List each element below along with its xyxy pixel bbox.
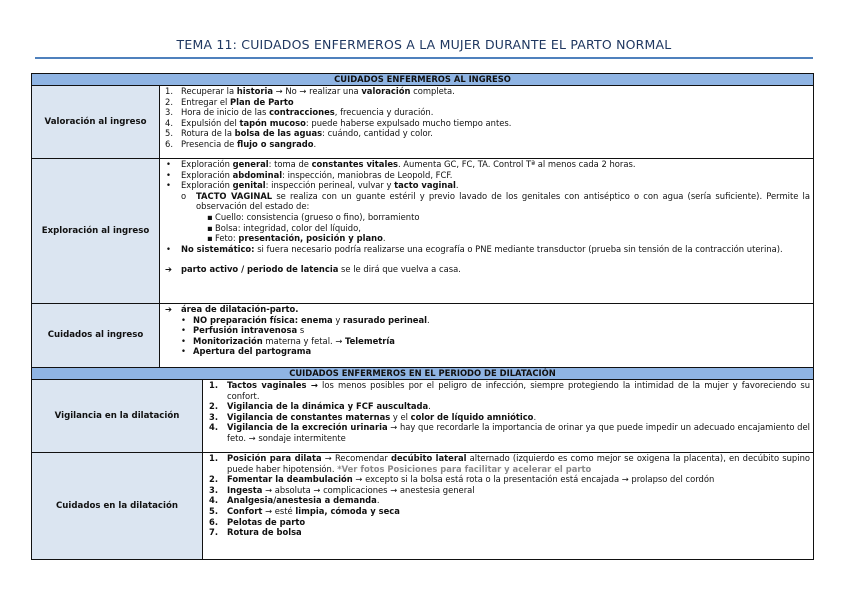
bullet-icon: ▪ [207, 222, 213, 233]
valoracion-content [160, 86, 814, 159]
ingreso-table [31, 73, 814, 368]
list-item-text: Hora de inicio de las contracciones, frecuencia y duración. [181, 107, 434, 118]
list-item [163, 244, 810, 255]
list-number: 2. [209, 474, 219, 485]
list-number: 1. [209, 380, 219, 390]
arrow-icon: ➔ [165, 304, 173, 314]
row-label-valoracion: Valoración al ingreso [32, 86, 160, 159]
list-item [163, 325, 810, 336]
list-item [163, 128, 810, 139]
list-item-text: Exploración general: toma de constantes vitales. Aumenta GC, FC, TA. Control Tª al menos cada 2 horas. [181, 159, 636, 169]
dilatacion-area-line [163, 304, 810, 315]
bullet-icon: • [166, 159, 171, 169]
list-item-text: No sistemático: si fuera necesario podría realizarse una ecografía o PNE mediante transductor (prueba sin tensión de la contracción uterina). [181, 243, 783, 254]
row-label-cuidados-ingreso: Cuidados al ingreso [32, 304, 160, 368]
list-number: 5. [165, 128, 173, 139]
list-item [206, 495, 810, 506]
bullet-icon: • [181, 335, 186, 346]
list-item [206, 474, 810, 485]
list-number: 7. [209, 527, 219, 538]
list-item [206, 380, 810, 401]
exploracion-list [163, 159, 810, 254]
section-header-dilatacion: CUIDADOS ENFERMEROS EN EL PERIODO DE DILATACIÓN [32, 368, 814, 380]
latencia-line [163, 264, 810, 275]
list-item-text: Posición para dilata → Recomendar decúbito lateral alternado (izquierdo es como mejor se oxigena la placenta), en decúbito supino puede haber hipotensión. *Ver fotos Posiciones para facilitar y acelerar el parto [227, 453, 811, 474]
section-header-ingreso: CUIDADOS ENFERMEROS AL INGRESO [32, 74, 814, 86]
list-number: 4. [165, 117, 173, 128]
list-item [163, 159, 810, 170]
cuidados-ingreso-content [160, 304, 814, 368]
bullet-icon: ▪ [207, 233, 213, 244]
list-item [163, 97, 810, 108]
list-item-text: NO preparación física: enema y rasurado perineal. [193, 314, 430, 325]
list-item-text: Confort → esté limpia, cómoda y seca [227, 505, 400, 516]
list-number: 3. [209, 411, 219, 422]
list-item [163, 346, 810, 357]
list-number: 1. [209, 453, 219, 463]
list-item-text: Vigilancia de constantes maternas y el color de líquido amniótico. [227, 411, 537, 422]
list-item [206, 517, 810, 528]
bullet-icon: • [181, 314, 186, 325]
list-item-text: Feto: presentación, posición y plano. [215, 233, 386, 244]
exploracion-content [160, 159, 814, 304]
latencia-text: parto activo / periodo de latencia se le dirá que vuelva a casa. [181, 264, 461, 275]
list-item [163, 139, 810, 150]
cuidados-ingreso-list [163, 315, 810, 357]
list-item [163, 223, 810, 234]
bullet-icon: • [166, 180, 171, 191]
bullet-icon: • [166, 169, 171, 180]
list-number: 4. [209, 495, 219, 506]
list-item-text: Bolsa: integridad, color del líquido, [215, 222, 361, 233]
list-item-text: Analgesia/anestesia a demanda. [227, 495, 380, 506]
row-label-vigilancia: Vigilancia en la dilatación [32, 380, 203, 453]
list-item [163, 107, 810, 118]
list-item-text: Entregar el Plan de Parto [181, 96, 294, 107]
bullet-icon: • [181, 346, 186, 357]
list-item [206, 412, 810, 423]
list-item [163, 191, 810, 212]
list-item-text: Tactos vaginales → los menos posibles por el peligro de infección, siempre protegiendo la intimidad de la mujer y favoreciendo su confort. [227, 380, 811, 401]
list-item-text: Cuello: consistencia (grueso o fino), borramiento [215, 211, 420, 222]
list-number: 2. [165, 96, 173, 107]
list-item [206, 485, 810, 496]
row-label-cuidados-dilatacion: Cuidados en la dilatación [32, 453, 203, 560]
list-item [163, 315, 810, 326]
list-number: 6. [209, 516, 219, 527]
list-item-text: Exploración genital: inspección perineal, vulvar y tacto vaginal. [181, 180, 459, 191]
list-item-text: Rotura de bolsa [227, 527, 302, 538]
list-item-text: Vigilancia de la excreción urinaria → hay que recordarle la importancia de orinar ya que puede impedir un adecuado encajamiento del feto. → sondaje intermitente [227, 422, 810, 443]
list-item [163, 180, 810, 191]
list-item-text: Perfusión intravenosa s [193, 325, 305, 336]
title-underline [35, 57, 813, 59]
list-number: 3. [209, 484, 219, 495]
list-item [163, 233, 810, 244]
dilatacion-table [31, 367, 814, 560]
list-item [206, 401, 810, 412]
list-item [163, 170, 810, 181]
list-item [163, 212, 810, 223]
list-number: 4. [209, 422, 219, 433]
valoracion-list [163, 86, 810, 150]
list-item [206, 506, 810, 517]
list-item-text: Rotura de la bolsa de las aguas: cuándo, cantidad y color. [181, 128, 433, 139]
list-number: 6. [165, 138, 173, 149]
vigilancia-content [203, 380, 814, 453]
arrow-icon: ➔ [165, 264, 173, 275]
page-title: TEMA 11: CUIDADOS ENFERMEROS A LA MUJER DURANTE EL PARTO NORMAL [176, 37, 672, 52]
dilatacion-area-text: área de dilatación-parto. [181, 304, 299, 314]
row-label-exploracion: Exploración al ingreso [32, 159, 160, 304]
list-item-text: Pelotas de parto [227, 516, 306, 527]
list-item [206, 527, 810, 538]
list-item [163, 86, 810, 97]
bullet-icon: o [181, 190, 187, 201]
cuidados-dilatacion-list [206, 453, 810, 538]
bullet-icon: • [166, 243, 171, 254]
list-item-text: Fomentar la deambulación → excepto si la bolsa está rota o la presentación está encajada → prolapso del cordón [227, 474, 715, 485]
list-item-text: Recuperar la historia → No → realizar una valoración completa. [181, 86, 455, 96]
list-item [206, 422, 810, 443]
list-item-text: Vigilancia de la dinámica y FCF auscultada. [227, 401, 431, 412]
list-item [163, 118, 810, 129]
list-number: 1. [165, 86, 173, 96]
list-number: 3. [165, 107, 173, 118]
bullet-icon: ▪ [207, 211, 213, 222]
list-item-text: Expulsión del tapón mucoso: puede haberse expulsado mucho tiempo antes. [181, 117, 512, 128]
list-item [163, 336, 810, 347]
list-item-text: Exploración abdominal: inspección, maniobras de Leopold, FCF. [181, 169, 453, 180]
list-item-text: TACTO VAGINAL se realiza con un guante estéril y previo lavado de los genitales con antiséptico o con agua (sería suficiente). Permite la observación del estado de: [196, 190, 811, 212]
list-item-text: Ingesta → absoluta → complicaciones → anestesia general [227, 484, 475, 495]
bullet-icon: • [181, 325, 186, 336]
vigilancia-list [206, 380, 810, 444]
list-item-text: Apertura del partograma [193, 346, 312, 357]
list-item [206, 453, 810, 474]
cuidados-dilatacion-content [203, 453, 814, 560]
list-item-text: Monitorización materna y fetal. → Telemetría [193, 335, 395, 346]
list-number: 2. [209, 401, 219, 412]
list-item-text: Presencia de flujo o sangrado. [181, 138, 317, 149]
list-number: 5. [209, 505, 219, 516]
